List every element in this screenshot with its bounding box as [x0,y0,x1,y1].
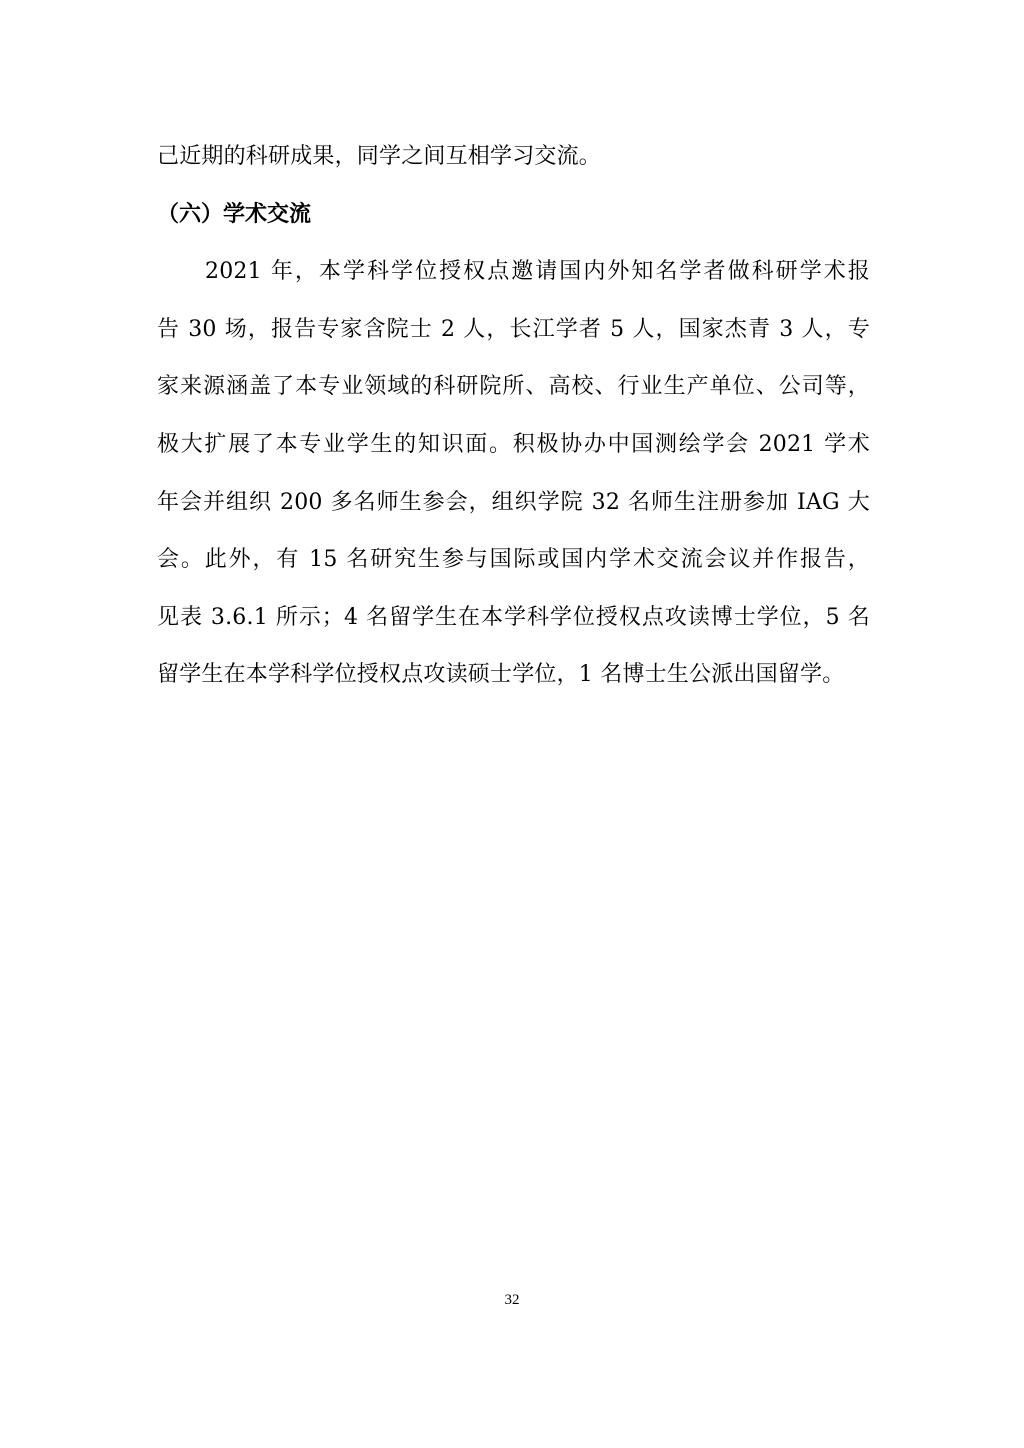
paragraph-line: 留学生在本学科学位授权点攻读硕士学位，1 名博士生公派出国留学。 [157,662,845,688]
paragraph-line: 家来源涵盖了本专业领域的科研院所、高校、行业生产单位、公司等， [157,374,870,400]
paragraph-line: 极大扩展了本专业学生的知识面。积极协办中国测绘学会 2021 学术 [157,431,870,457]
paragraph-line: 年会并组织 200 多名师生参会，组织学院 32 名师生注册参加 IAG 大 [157,489,870,515]
paragraph-line: 2021 年，本学科学位授权点邀请国内外知名学者做科研学术报 [205,259,870,285]
page-number: 32 [504,1292,520,1308]
paragraph-line: 会。此外，有 15 名研究生参与国际或国内学术交流会议并作报告， [157,547,870,573]
academic-exchange-paragraph [157,243,870,704]
section-heading: （六）学术交流 [157,201,312,227]
paragraph-line: 告 30 场，报告专家含院士 2 人，长江学者 5 人，国家杰青 3 人，专 [157,316,870,342]
paragraph-line: 见表 3.6.1 所示；4 名留学生在本学科学位授权点攻读博士学位，5 名 [157,604,870,630]
page-body [157,128,870,704]
continuation-line: 己近期的科研成果，同学之间互相学习交流。 [157,144,602,169]
